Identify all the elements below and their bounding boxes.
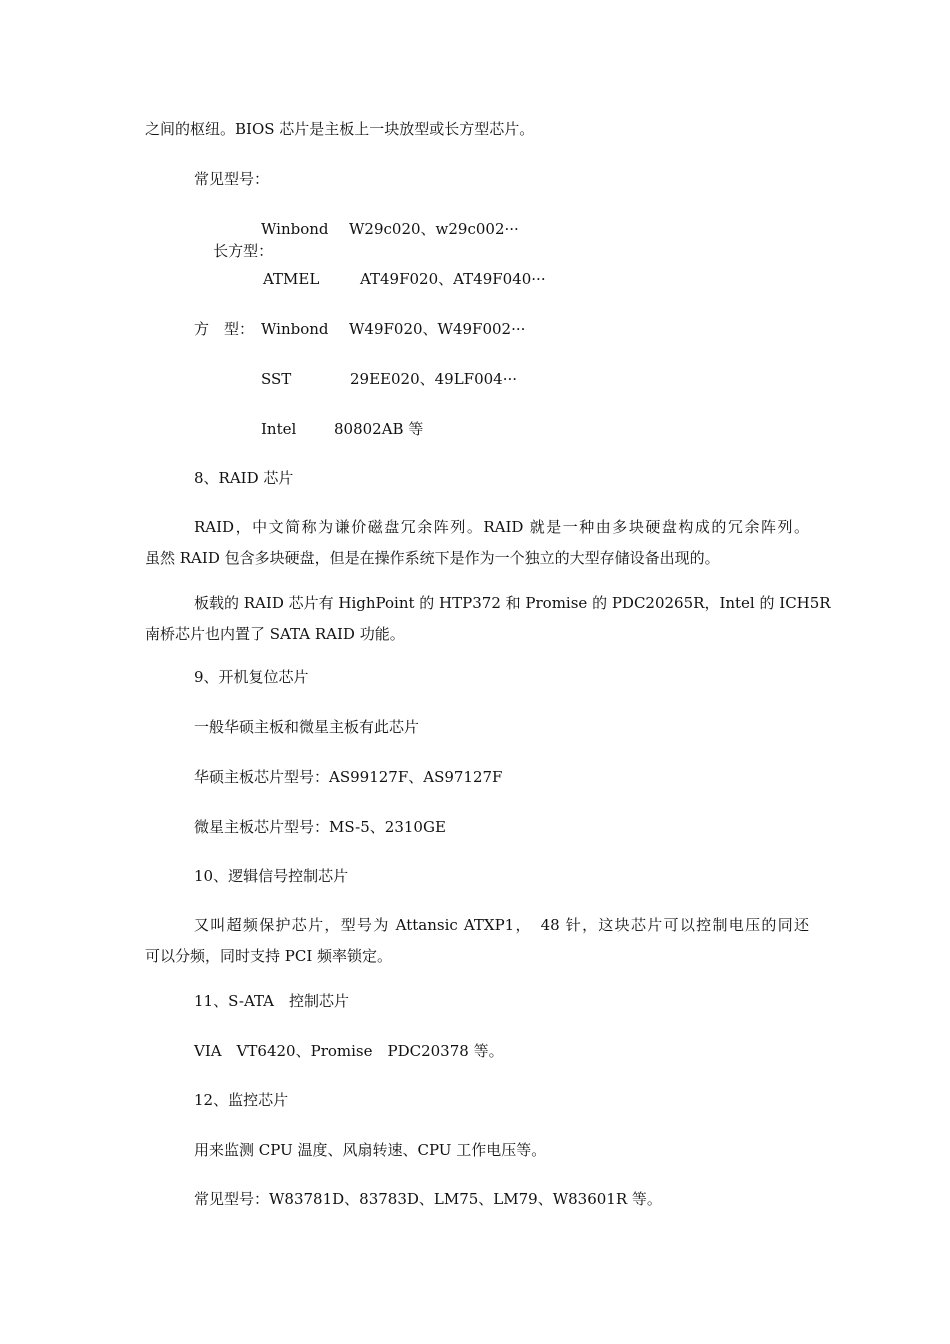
paragraph-line: 虽然 RAID 包含多块硬盘，但是在操作系统下是作为一个独立的大型存储设备出现的。	[145, 549, 720, 567]
section-heading: 11、S-ATA 控制芯片	[194, 992, 350, 1010]
bios-row-models: W49F020、W49F002···	[349, 320, 526, 338]
paragraph-line: 板载的 RAID 芯片有 HighPoint 的 HTP372 和 Promise 的 PDC20265R，Intel 的 ICH5R	[194, 594, 831, 612]
paragraph-line: RAID，中文简称为谦价磁盘冗余阵列。RAID 就是一种由多块硬盘构成的冗余阵列。	[194, 518, 809, 536]
common-models-heading: 常见型号：	[194, 170, 270, 188]
paragraph-line: 可以分频，同时支持 PCI 频率锁定。	[145, 947, 393, 965]
bios-row-models: AT49F020、AT49F040···	[360, 270, 546, 288]
body-line: VIA VT6420、Promise PDC20378 等。	[194, 1042, 504, 1060]
bios-row-models: 80802AB 等	[334, 420, 424, 438]
bios-row-models: 29EE020、49LF004···	[350, 370, 518, 388]
body-line: 常见型号：W83781D、83783D、LM75、LM79、W83601R 等。	[194, 1190, 662, 1208]
section-heading: 10、逻辑信号控制芯片	[194, 867, 349, 885]
paragraph	[145, 512, 809, 574]
section-heading: 12、监控芯片	[194, 1091, 289, 1109]
body-line: 微星主板芯片型号：MS-5、2310GE	[194, 818, 446, 836]
paragraph-line: 南桥芯片也内置了 SATA RAID 功能。	[145, 625, 405, 643]
paragraph	[145, 588, 831, 650]
body-line: 用来监测 CPU 温度、风扇转速、CPU 工作电压等。	[194, 1141, 547, 1159]
bios-row-brand: Intel	[261, 420, 297, 438]
bios-row-brand: ATMEL	[263, 270, 320, 288]
section-heading: 9、开机复位芯片	[194, 668, 309, 686]
paragraph-line: 又叫超频保护芯片，型号为 Attansic ATXP1， 48 针，这块芯片可以控制电压的同还	[194, 916, 809, 934]
bios-row-type: 长方型：	[213, 242, 274, 260]
bios-row-type: 方 型：	[194, 320, 255, 338]
bios-row-models: W29c020、w29c002···	[349, 220, 519, 238]
section-heading: 8、RAID 芯片	[194, 469, 294, 487]
bios-row-brand: Winbond	[261, 320, 329, 338]
body-line: 华硕主板芯片型号：AS99127F、AS97127F	[194, 768, 503, 786]
body-line: 一般华硕主板和微星主板有此芯片	[194, 718, 420, 736]
paragraph	[145, 910, 809, 972]
bios-row-brand: SST	[261, 370, 292, 388]
bios-row-brand: Winbond	[261, 220, 329, 238]
intro-line: 之间的枢纽。BIOS 芯片是主板上一块放型或长方型芯片。	[145, 120, 535, 138]
